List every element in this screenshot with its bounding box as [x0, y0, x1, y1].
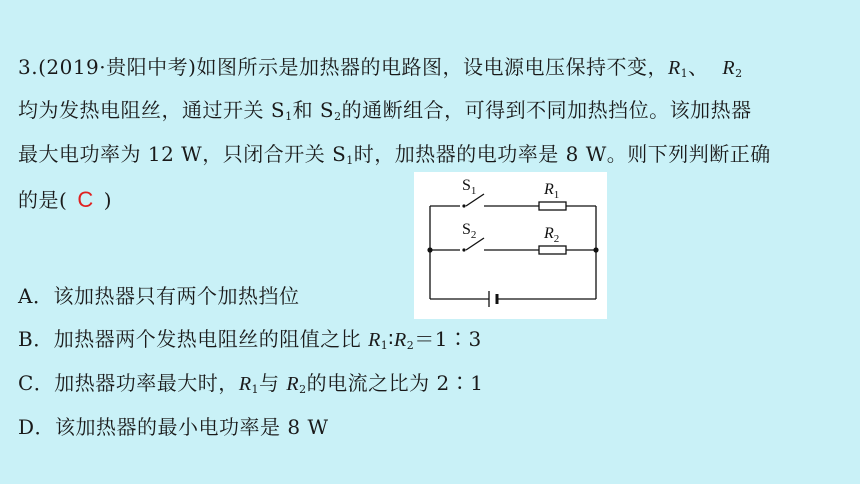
- option-b-r1-sub: 1: [380, 339, 389, 352]
- question-line-2: [18, 97, 752, 130]
- r1-label: $R_1$: [544, 181, 560, 201]
- question-text-4b: ): [103, 188, 113, 212]
- question-text-2b: 和 S: [292, 98, 335, 122]
- option-b-r1: R: [368, 329, 381, 351]
- question-line-1: [18, 54, 743, 87]
- question-text-3b: 时，加热器的电功率是 8 W。则下列判断正确: [353, 142, 771, 166]
- s2-label: $S_2$: [462, 221, 477, 241]
- option-b-text: B．加热器两个发热电阻丝的阻值之比: [18, 327, 369, 351]
- junction-left: [427, 247, 432, 252]
- option-c: [18, 370, 483, 403]
- r1-symbol: R: [667, 57, 681, 79]
- option-b-r2: R: [394, 329, 407, 351]
- option-c-text: C．加热器功率最大时，: [18, 371, 239, 395]
- s1-subscript: 1: [285, 110, 293, 123]
- option-b: [18, 326, 482, 359]
- circuit-diagram: [414, 172, 607, 319]
- option-d: [18, 414, 329, 440]
- switch-s1-pivot: [462, 204, 465, 207]
- resistor-r2: [539, 246, 566, 254]
- question-text-3a: 最大电功率为 12 W，只闭合开关 S: [18, 142, 347, 166]
- circuit-svg: [414, 172, 607, 319]
- r2-label: $R_2$: [544, 225, 560, 245]
- r2-subscript: 2: [735, 67, 743, 80]
- junction-right: [593, 247, 598, 252]
- option-c-r1: R: [238, 373, 252, 395]
- question-text-2a: 均为发热电阻丝，通过开关 S: [18, 98, 286, 122]
- question-text-4a: 的是(: [18, 188, 68, 212]
- option-c-r2: R: [286, 373, 300, 395]
- option-b-colon: ∶: [388, 327, 394, 351]
- option-a-text: A．该加热器只有两个加热挡位: [18, 284, 300, 308]
- option-d-text: D．该加热器的最小电功率是 8 W: [18, 415, 329, 439]
- separator: 、: [688, 55, 709, 79]
- r1-subscript: 1: [680, 67, 689, 80]
- s1-subscript: 1: [346, 154, 354, 167]
- option-c-ratio: 的电流之比为 2∶1: [306, 371, 484, 395]
- option-a: [18, 283, 299, 309]
- question-line-3: [18, 141, 771, 174]
- s1-label: $S_1$: [462, 177, 477, 197]
- answer-label: C: [77, 187, 94, 212]
- option-b-ratio: ＝1∶3: [414, 327, 482, 351]
- question-line-4: [18, 187, 112, 213]
- option-c-r2-sub: 2: [299, 383, 307, 396]
- switch-s2-pivot: [462, 248, 465, 251]
- option-c-r1-sub: 1: [251, 383, 260, 396]
- resistor-r1: [539, 202, 566, 210]
- option-c-conj: 与: [259, 371, 287, 395]
- r2-symbol: R: [722, 57, 736, 79]
- option-b-r2-sub: 2: [406, 339, 415, 352]
- question-text-2c: 的通断组合，可得到不同加热挡位。该加热器: [341, 98, 752, 122]
- question-intro: 3.(2019·贵阳中考)如图所示是加热器的电路图，设电源电压保持不变，: [18, 55, 668, 79]
- s2-subscript: 2: [334, 110, 342, 123]
